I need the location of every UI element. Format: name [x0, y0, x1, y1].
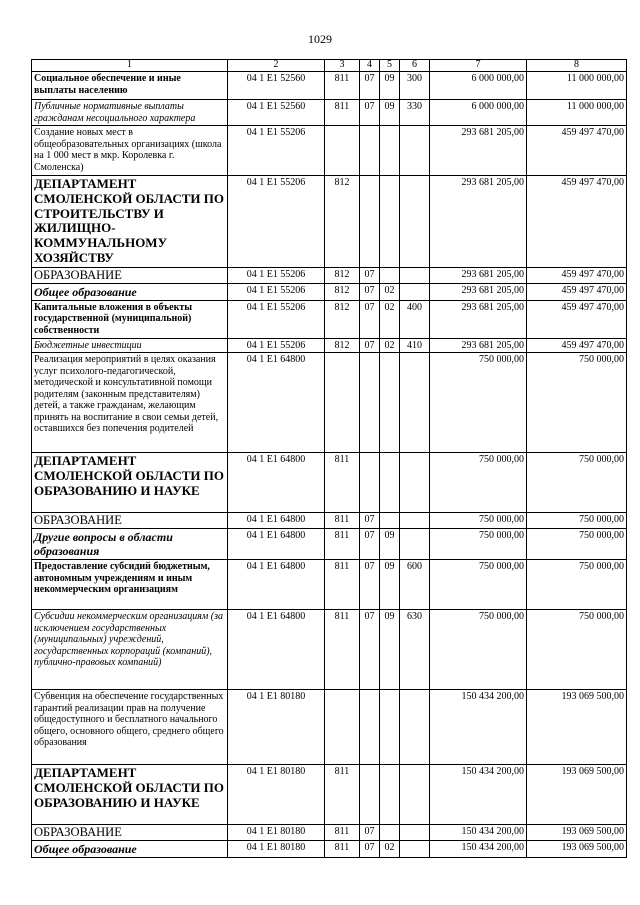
table-row — [32, 100, 627, 126]
table-row — [32, 690, 627, 765]
row-name-cell: Капитальные вложения в объекты государственной (муниципальной) собственности — [32, 300, 228, 338]
section-code-cell: 07 — [360, 560, 380, 610]
budget-table — [31, 59, 627, 858]
ministry-code-cell: 811 — [325, 825, 360, 841]
row-name-cell: Публичные нормативные выплаты гражданам несоциального характера — [32, 100, 228, 126]
subsection-code-cell: 02 — [380, 841, 400, 858]
amount-year-1-cell: 293 681 205,00 — [430, 176, 527, 268]
section-code-cell: 07 — [360, 529, 380, 560]
section-code-cell — [360, 453, 380, 513]
amount-year-2-cell: 193 069 500,00 — [527, 841, 627, 858]
amount-year-1-cell: 6 000 000,00 — [430, 100, 527, 126]
expense-type-code-cell: 630 — [400, 610, 430, 690]
section-code-cell: 07 — [360, 513, 380, 529]
ministry-code-cell: 812 — [325, 176, 360, 268]
classification-code-cell: 04 1 E1 64800 — [228, 353, 325, 453]
table-row — [32, 453, 627, 513]
amount-year-1-cell: 150 434 200,00 — [430, 690, 527, 765]
ministry-code-cell: 812 — [325, 283, 360, 300]
row-name-cell: ДЕПАРТАМЕНТ СМОЛЕНСКОЙ ОБЛАСТИ ПО ОБРАЗОВАНИЮ И НАУКЕ — [32, 765, 228, 825]
amount-year-2-cell: 750 000,00 — [527, 560, 627, 610]
amount-year-2-cell: 11 000 000,00 — [527, 100, 627, 126]
classification-code-cell: 04 1 E1 55206 — [228, 126, 325, 176]
section-code-cell — [360, 690, 380, 765]
ministry-code-cell: 812 — [325, 300, 360, 338]
classification-code-cell: 04 1 E1 80180 — [228, 690, 325, 765]
subsection-code-cell: 02 — [380, 300, 400, 338]
amount-year-1-cell: 750 000,00 — [430, 529, 527, 560]
ministry-code-cell: 812 — [325, 338, 360, 353]
table-row — [32, 353, 627, 453]
ministry-code-cell: 811 — [325, 513, 360, 529]
amount-year-2-cell: 750 000,00 — [527, 529, 627, 560]
classification-code-cell: 04 1 E1 80180 — [228, 841, 325, 858]
amount-year-1-cell: 6 000 000,00 — [430, 72, 527, 100]
amount-year-1-cell: 150 434 200,00 — [430, 825, 527, 841]
amount-year-2-cell: 459 497 470,00 — [527, 283, 627, 300]
subsection-code-cell: 09 — [380, 72, 400, 100]
amount-year-1-cell: 293 681 205,00 — [430, 126, 527, 176]
section-code-cell: 07 — [360, 300, 380, 338]
expense-type-code-cell — [400, 765, 430, 825]
row-name-cell: Реализация мероприятий в целях оказания услуг психолого-педагогической, методической и консультативной помощи родителям (законным представителям) детей, а также гражданам, желающим принять на воспитание в свои семьи детей, оставшихся без попечения родителей — [32, 353, 228, 453]
row-name-cell: Субвенция на обеспечение государственных гарантий реализации прав на получение общедоступного и бесплатного начального общего, основного общего, среднего общего образования — [32, 690, 228, 765]
expense-type-code-cell: 600 — [400, 560, 430, 610]
subsection-code-cell — [380, 825, 400, 841]
table-row — [32, 338, 627, 353]
ministry-code-cell: 811 — [325, 560, 360, 610]
classification-code-cell: 04 1 E1 64800 — [228, 513, 325, 529]
subsection-code-cell — [380, 267, 400, 283]
classification-code-cell: 04 1 E1 52560 — [228, 100, 325, 126]
subsection-code-cell: 09 — [380, 529, 400, 560]
amount-year-1-cell: 750 000,00 — [430, 513, 527, 529]
ministry-code-cell — [325, 353, 360, 453]
amount-year-2-cell: 459 497 470,00 — [527, 267, 627, 283]
subsection-code-cell: 09 — [380, 610, 400, 690]
table-row — [32, 765, 627, 825]
row-name-cell: Общее образование — [32, 283, 228, 300]
amount-year-2-cell: 459 497 470,00 — [527, 126, 627, 176]
subsection-code-cell — [380, 765, 400, 825]
row-name-cell: Другие вопросы в области образования — [32, 529, 228, 560]
table-row — [32, 267, 627, 283]
expense-type-code-cell — [400, 529, 430, 560]
expense-type-code-cell: 400 — [400, 300, 430, 338]
amount-year-2-cell: 459 497 470,00 — [527, 300, 627, 338]
expense-type-code-cell: 300 — [400, 72, 430, 100]
expense-type-code-cell: 410 — [400, 338, 430, 353]
amount-year-2-cell: 750 000,00 — [527, 513, 627, 529]
amount-year-2-cell: 193 069 500,00 — [527, 690, 627, 765]
table-row — [32, 176, 627, 268]
amount-year-1-cell: 750 000,00 — [430, 560, 527, 610]
expense-type-code-cell — [400, 267, 430, 283]
amount-year-2-cell: 193 069 500,00 — [527, 825, 627, 841]
amount-year-2-cell: 459 497 470,00 — [527, 176, 627, 268]
section-code-cell: 07 — [360, 72, 380, 100]
ministry-code-cell — [325, 126, 360, 176]
classification-code-cell: 04 1 E1 64800 — [228, 610, 325, 690]
ministry-code-cell: 811 — [325, 765, 360, 825]
subsection-code-cell — [380, 690, 400, 765]
classification-code-cell: 04 1 E1 64800 — [228, 560, 325, 610]
subsection-code-cell — [380, 353, 400, 453]
table-row — [32, 560, 627, 610]
row-name-cell: Предоставление субсидий бюджетным, автономным учреждениям и иным некоммерческим организациям — [32, 560, 228, 610]
row-name-cell: ОБРАЗОВАНИЕ — [32, 267, 228, 283]
subsection-code-cell: 02 — [380, 283, 400, 300]
classification-code-cell: 04 1 E1 80180 — [228, 825, 325, 841]
classification-code-cell: 04 1 E1 55206 — [228, 176, 325, 268]
section-code-cell — [360, 353, 380, 453]
amount-year-1-cell: 750 000,00 — [430, 610, 527, 690]
table-row — [32, 529, 627, 560]
section-code-cell — [360, 176, 380, 268]
page-number: 1029 — [308, 32, 332, 46]
column-header: 5 — [380, 60, 400, 72]
classification-code-cell: 04 1 E1 64800 — [228, 453, 325, 513]
header-row — [32, 60, 627, 72]
row-name-cell: Бюджетные инвестиции — [32, 338, 228, 353]
expense-type-code-cell — [400, 825, 430, 841]
ministry-code-cell: 811 — [325, 529, 360, 560]
amount-year-2-cell: 459 497 470,00 — [527, 338, 627, 353]
table-row — [32, 300, 627, 338]
amount-year-1-cell: 750 000,00 — [430, 453, 527, 513]
row-name-cell: Субсидии некоммерческим организациям (за исключением государственных (муниципальных) учреждений, государственных корпораций (компаний), публично-правовых компаний) — [32, 610, 228, 690]
amount-year-2-cell: 750 000,00 — [527, 453, 627, 513]
subsection-code-cell — [380, 453, 400, 513]
section-code-cell: 07 — [360, 338, 380, 353]
subsection-code-cell: 02 — [380, 338, 400, 353]
table-row — [32, 513, 627, 529]
amount-year-1-cell: 293 681 205,00 — [430, 338, 527, 353]
table-row — [32, 610, 627, 690]
expense-type-code-cell — [400, 176, 430, 268]
row-name-cell: ДЕПАРТАМЕНТ СМОЛЕНСКОЙ ОБЛАСТИ ПО ОБРАЗОВАНИЮ И НАУКЕ — [32, 453, 228, 513]
section-code-cell — [360, 126, 380, 176]
ministry-code-cell: 812 — [325, 267, 360, 283]
table-row — [32, 126, 627, 176]
section-code-cell: 07 — [360, 100, 380, 126]
section-code-cell: 07 — [360, 841, 380, 858]
column-header: 6 — [400, 60, 430, 72]
classification-code-cell: 04 1 E1 55206 — [228, 300, 325, 338]
amount-year-1-cell: 150 434 200,00 — [430, 765, 527, 825]
column-header: 8 — [527, 60, 627, 72]
ministry-code-cell — [325, 690, 360, 765]
classification-code-cell: 04 1 E1 55206 — [228, 338, 325, 353]
expense-type-code-cell: 330 — [400, 100, 430, 126]
row-name-cell: ОБРАЗОВАНИЕ — [32, 825, 228, 841]
column-header: 2 — [228, 60, 325, 72]
expense-type-code-cell — [400, 513, 430, 529]
column-header: 3 — [325, 60, 360, 72]
subsection-code-cell — [380, 176, 400, 268]
expense-type-code-cell — [400, 353, 430, 453]
expense-type-code-cell — [400, 283, 430, 300]
amount-year-1-cell: 293 681 205,00 — [430, 267, 527, 283]
column-header: 4 — [360, 60, 380, 72]
classification-code-cell: 04 1 E1 64800 — [228, 529, 325, 560]
column-header: 7 — [430, 60, 527, 72]
amount-year-1-cell: 293 681 205,00 — [430, 300, 527, 338]
ministry-code-cell: 811 — [325, 453, 360, 513]
table-row — [32, 283, 627, 300]
row-name-cell: Создание новых мест в общеобразовательных организациях (школа на 1 000 мест в мкр. Королевка г. Смоленска) — [32, 126, 228, 176]
column-header: 1 — [32, 60, 228, 72]
amount-year-2-cell: 11 000 000,00 — [527, 72, 627, 100]
expense-type-code-cell — [400, 453, 430, 513]
section-code-cell: 07 — [360, 610, 380, 690]
section-code-cell: 07 — [360, 825, 380, 841]
expense-type-code-cell — [400, 690, 430, 765]
subsection-code-cell: 09 — [380, 560, 400, 610]
section-code-cell — [360, 765, 380, 825]
expense-type-code-cell — [400, 126, 430, 176]
amount-year-2-cell: 750 000,00 — [527, 610, 627, 690]
expense-type-code-cell — [400, 841, 430, 858]
subsection-code-cell — [380, 513, 400, 529]
classification-code-cell: 04 1 E1 55206 — [228, 283, 325, 300]
table-row — [32, 841, 627, 858]
amount-year-1-cell: 750 000,00 — [430, 353, 527, 453]
ministry-code-cell: 811 — [325, 610, 360, 690]
subsection-code-cell: 09 — [380, 100, 400, 126]
row-name-cell: ОБРАЗОВАНИЕ — [32, 513, 228, 529]
section-code-cell: 07 — [360, 267, 380, 283]
ministry-code-cell: 811 — [325, 72, 360, 100]
subsection-code-cell — [380, 126, 400, 176]
amount-year-1-cell: 150 434 200,00 — [430, 841, 527, 858]
classification-code-cell: 04 1 E1 55206 — [228, 267, 325, 283]
row-name-cell: Общее образование — [32, 841, 228, 858]
row-name-cell: Социальное обеспечение и иные выплаты населению — [32, 72, 228, 100]
amount-year-2-cell: 193 069 500,00 — [527, 765, 627, 825]
ministry-code-cell: 811 — [325, 100, 360, 126]
row-name-cell: ДЕПАРТАМЕНТ СМОЛЕНСКОЙ ОБЛАСТИ ПО СТРОИТЕЛЬСТВУ И ЖИЛИЩНО-КОММУНАЛЬНОМУ ХОЗЯЙСТВУ — [32, 176, 228, 268]
classification-code-cell: 04 1 E1 80180 — [228, 765, 325, 825]
amount-year-1-cell: 293 681 205,00 — [430, 283, 527, 300]
ministry-code-cell: 811 — [325, 841, 360, 858]
classification-code-cell: 04 1 E1 52560 — [228, 72, 325, 100]
section-code-cell: 07 — [360, 283, 380, 300]
table-row — [32, 72, 627, 100]
amount-year-2-cell: 750 000,00 — [527, 353, 627, 453]
table-row — [32, 825, 627, 841]
